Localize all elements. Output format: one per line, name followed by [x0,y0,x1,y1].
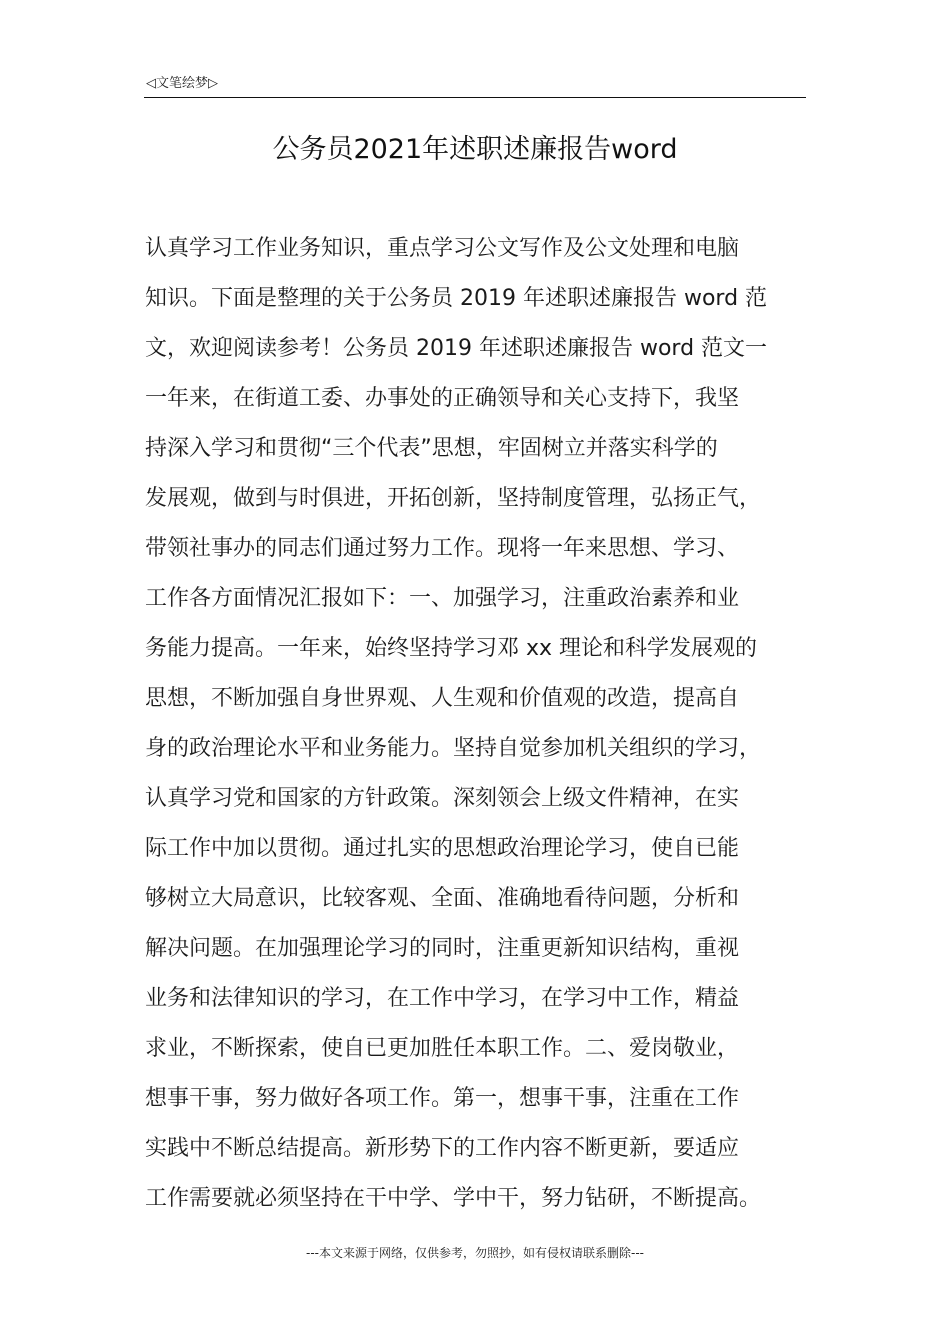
body-line: 思想，不断加强自身世界观、人生观和价值观的改造，提高自 [145,686,740,711]
body-line: 一年来，在街道工委、办事处的正确领导和关心支持下，我坚 [145,386,740,411]
body-line: 认真学习工作业务知识，重点学习公文写作及公文处理和电脑 [145,236,740,261]
body-line: 工作需要就必须坚持在干中学、学中干，努力钻研，不断提高。 [145,1186,762,1211]
body-line: 认真学习党和国家的方针政策。深刻领会上级文件精神，在实 [145,786,740,811]
body-line: 际工作中加以贯彻。通过扎实的思想政治理论学习，使自已能 [145,836,740,861]
body-line: 想事干事，努力做好各项工作。第一，想事干事，注重在工作 [145,1086,740,1111]
footer-disclaimer: ---本文来源于网络，仅供参考，勿照抄，如有侵权请联系删除--- [306,1246,644,1260]
body-text [145,224,815,1224]
body-line: 工作各方面情况汇报如下：一、加强学习，注重政治素养和业 [145,586,740,611]
document-title: 公务员2021年述职述廉报告word [272,134,678,165]
body-line: 解决问题。在加强理论学习的同时，注重更新知识结构，重视 [145,936,740,961]
body-line: 文，欢迎阅读参考！公务员 2019 年述职述廉报告 word 范文一 [145,336,768,361]
body-line: 身的政治理论水平和业务能力。坚持自觉参加机关组织的学习， [145,736,762,761]
body-line: 持深入学习和贯彻“三个代表”思想，牢固树立并落实科学的 [145,436,718,461]
body-line: 求业，不断探索，使自已更加胜任本职工作。二、爱岗敬业， [145,1036,740,1061]
body-line: 带领社事办的同志们通过努力工作。现将一年来思想、学习、 [145,536,740,561]
body-line: 业务和法律知识的学习，在工作中学习，在学习中工作，精益 [145,986,740,1011]
header-rule [144,97,806,98]
body-line: 发展观，做到与时俱进，开拓创新，坚持制度管理，弘扬正气， [145,486,762,511]
header-mark: ◁文笔绘梦▷ [146,76,218,91]
body-line: 够树立大局意识，比较客观、全面、准确地看待问题，分析和 [145,886,740,911]
body-line: 实践中不断总结提高。新形势下的工作内容不断更新，要适应 [145,1136,740,1161]
body-line: 知识。下面是整理的关于公务员 2019 年述职述廉报告 word 范 [145,286,768,311]
body-line: 务能力提高。一年来，始终坚持学习邓 xx 理论和科学发展观的 [145,636,758,661]
